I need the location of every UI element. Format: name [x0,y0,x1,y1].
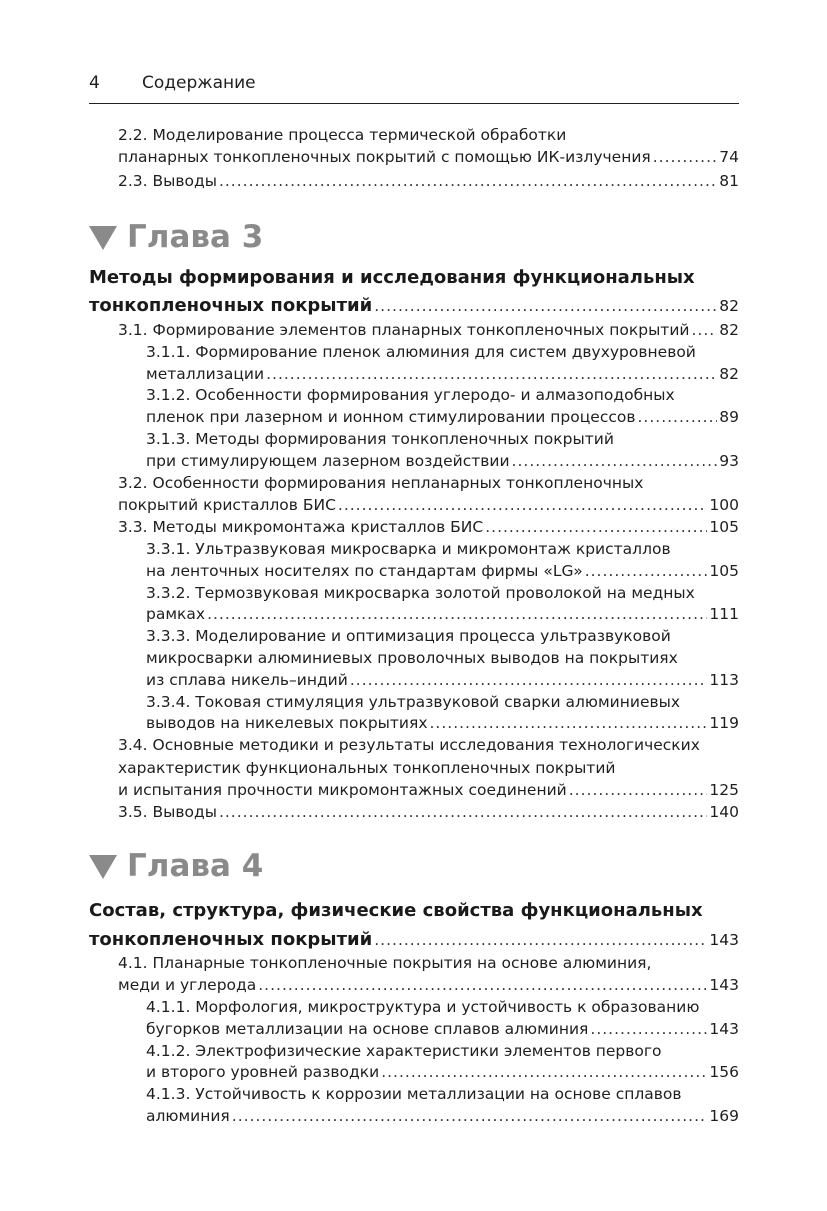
toc-entry-3-3-2-line1: 3.3.2. Термозвуковая микросварка золотой проволокой на медных [146,584,695,602]
page-ref: 82 [719,297,739,315]
running-head-title: Содержание [142,73,256,93]
page-ref: 105 [709,562,739,580]
toc-entry-3-3-3-line3: из сплава никель–индий ..... 113 [146,669,739,691]
toc-entry-3-4-line2: характеристик функциональных тонкопленочных покрытий [118,759,616,777]
page-ref: 140 [709,803,739,821]
chapter-4-heading: Глава 4 [89,846,263,886]
page-ref: 143 [709,931,739,949]
header-rule [89,103,739,104]
leader-dots [691,319,717,341]
leader-dots [590,1018,707,1040]
toc-entry-3-1-3-line1: 3.1.3. Методы формирования тонкопленочных покрытий [146,430,614,448]
leader-dots [338,494,708,516]
chapter-4-title-line2: тонкопленочных покрытий ..... 143 [89,927,739,953]
toc-entry-4-1-line1: 4.1. Планарные тонкопленочные покрытия на основе алюминия, [118,954,652,972]
leader-dots [232,1105,708,1127]
page-ref: 81 [719,172,739,190]
chapter-3-heading: Глава 3 [89,217,263,257]
chapter-3-title-line2: тонкопленочных покрытий ..... 82 [89,293,739,319]
toc-entry-3-2-line1: 3.2. Особенности формирования непланарных тонкопленочных [118,474,644,492]
toc-entry-3-1: 3.1. Формирование элементов планарных тонкопленочных покрытий ..... 82 [118,319,739,341]
toc-entry-4-1-1-line1: 4.1.1. Морфология, микроструктура и устойчивость к образованию [146,998,700,1016]
leader-dots [266,363,717,385]
toc-entry-3-3-3-line2: микросварки алюминиевых проволочных выводов на покрытиях [146,649,678,667]
toc-entry-4-1-line2: меди и углерода ..... 143 [118,974,739,996]
toc-entry-2-2-line2: планарных тонкопленочных покрытий с помощью ИК-излучения ..... 74 [118,146,739,168]
toc-entry-4-1-1-line2: бугорков металлизации на основе сплавов алюминия ..... 143 [146,1018,739,1040]
chapter-3-title-line1: Методы формирования и исследования функциональных [89,267,695,288]
toc-entry-4-1-2-line2: и второго уровней разводки ..... 156 [146,1061,739,1083]
toc-entry-3-1-1-line2: металлизации ..... 82 [146,363,739,385]
toc-entry-2-3: 2.3. Выводы ..... 81 [118,170,739,192]
leader-dots [219,801,707,823]
triangle-down-icon [89,855,117,879]
toc-entry-3-1-2-line1: 3.1.2. Особенности формирования углеродо- и алмазоподобных [146,386,675,404]
page-ref: 113 [709,671,739,689]
leader-dots [219,170,717,192]
leader-dots [430,712,708,734]
toc-entry-3-3-4-line1: 3.3.4. Токовая стимуляция ультразвуковой сварки алюминиевых [146,693,681,711]
toc-entry-3-3: 3.3. Методы микромонтажа кристаллов БИС ..... 105 [118,516,739,538]
toc-entry-3-5: 3.5. Выводы ..... 140 [118,801,739,823]
leader-dots [381,1061,707,1083]
leader-dots [207,603,707,625]
toc-entry-4-1-2-line1: 4.1.2. Электрофизические характеристики элементов первого [146,1042,662,1060]
page-ref: 169 [709,1107,739,1125]
leader-dots [485,516,707,538]
toc-entry-2-2-line1: 2.2. Моделирование процесса термической обработки [118,126,567,144]
leader-dots [585,560,708,582]
leader-dots [374,927,707,953]
toc-entry-3-2-line2: покрытий кристаллов БИС ..... 100 [118,494,739,516]
page-ref: 74 [719,148,739,166]
toc-entry-4-1-3-line1: 4.1.3. Устойчивость к коррозии металлизации на основе сплавов [146,1085,682,1103]
leader-dots [350,669,708,691]
running-head [89,70,739,96]
leader-dots [653,146,718,168]
toc-entry-3-3-3-line1: 3.3.3. Моделирование и оптимизация процесса ультразвуковой [146,627,671,645]
leader-dots [374,293,717,319]
page-number: 4 [89,73,100,93]
page-ref: 143 [709,976,739,994]
page-ref: 156 [709,1063,739,1081]
leader-dots [569,779,708,801]
leader-dots [637,406,717,428]
page-ref: 82 [719,321,739,339]
toc-entry-3-4-line3: и испытания прочности микромонтажных соединений ..... 125 [118,779,739,801]
toc-entry-3-1-1-line1: 3.1.1. Формирование пленок алюминия для систем двухуровневой [146,343,696,361]
toc-entry-3-3-1-line2: на ленточных носителях по стандартам фирмы «LG» ..... 105 [146,560,739,582]
page-ref: 93 [719,452,739,470]
page-ref: 89 [719,408,739,426]
page-ref: 105 [709,518,739,536]
toc-entry-4-1-3-line2: алюминия ..... 169 [146,1105,739,1127]
triangle-down-icon [89,226,117,250]
page-ref: 82 [719,365,739,383]
chapter-4-title-line1: Состав, структура, физические свойства функциональных [89,900,703,921]
leader-dots [258,974,707,996]
toc-entry-3-3-4-line2: выводов на никелевых покрытиях ..... 119 [146,712,739,734]
page-ref: 119 [709,714,739,732]
page-ref: 125 [709,781,739,799]
toc-entry-3-3-1-line1: 3.3.1. Ультразвуковая микросварка и микромонтаж кристаллов [146,540,671,558]
page-ref: 100 [709,496,739,514]
toc-entry-3-3-2-line2: рамках ..... 111 [146,603,739,625]
toc-entry-3-1-2-line2: пленок при лазерном и ионном стимулировании процессов ..... 89 [146,406,739,428]
page-ref: 143 [709,1020,739,1038]
page-ref: 111 [709,605,739,623]
toc-entry-3-1-3-line2: при стимулирующем лазерном воздействии ..... 93 [146,450,739,472]
toc-entry-3-4-line1: 3.4. Основные методики и результаты исследования технологических [118,736,700,754]
leader-dots [512,450,718,472]
